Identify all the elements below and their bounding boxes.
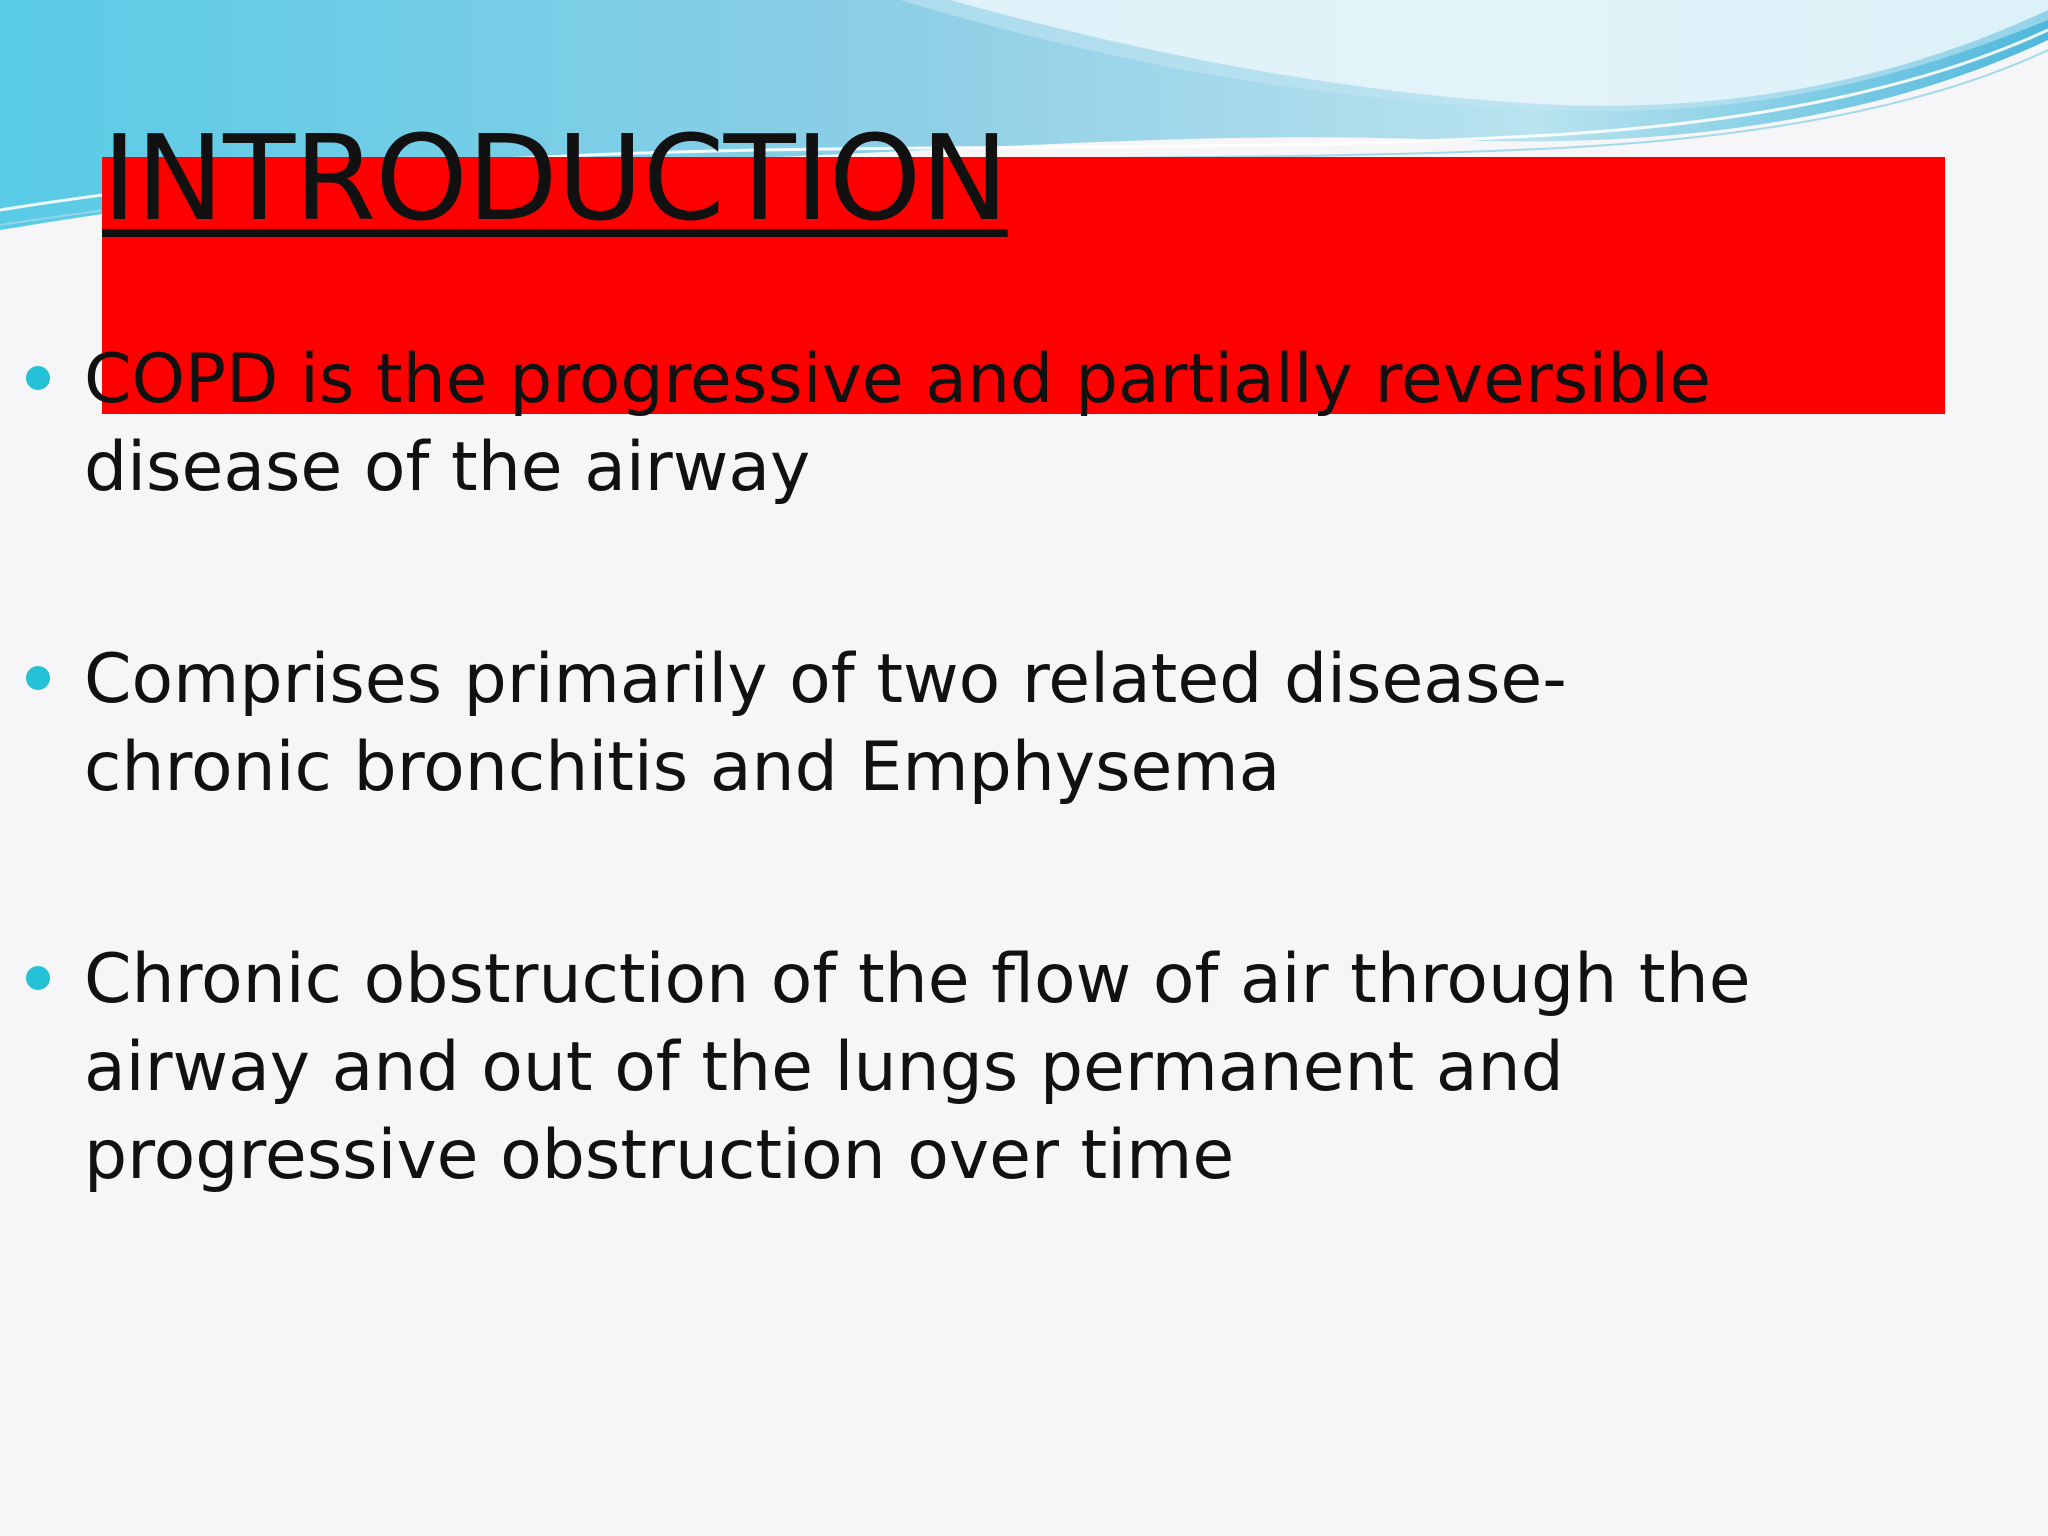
bullet-dot-icon bbox=[26, 966, 50, 990]
bullet-text: COPD is the progressive and partially reversible disease of the airway bbox=[84, 340, 1712, 507]
bullet-dot-icon bbox=[26, 366, 50, 390]
bullet-text: Chronic obstruction of the flow of air through the airway and out of the lungs permanent and progressive obstruction over time bbox=[84, 940, 1751, 1195]
bullet-dot-icon bbox=[26, 666, 50, 690]
slide-title: INTRODUCTION bbox=[102, 109, 1008, 247]
bullet-text: Comprises primarily of two related disease- chronic bronchitis and Emphysema bbox=[84, 640, 1567, 807]
